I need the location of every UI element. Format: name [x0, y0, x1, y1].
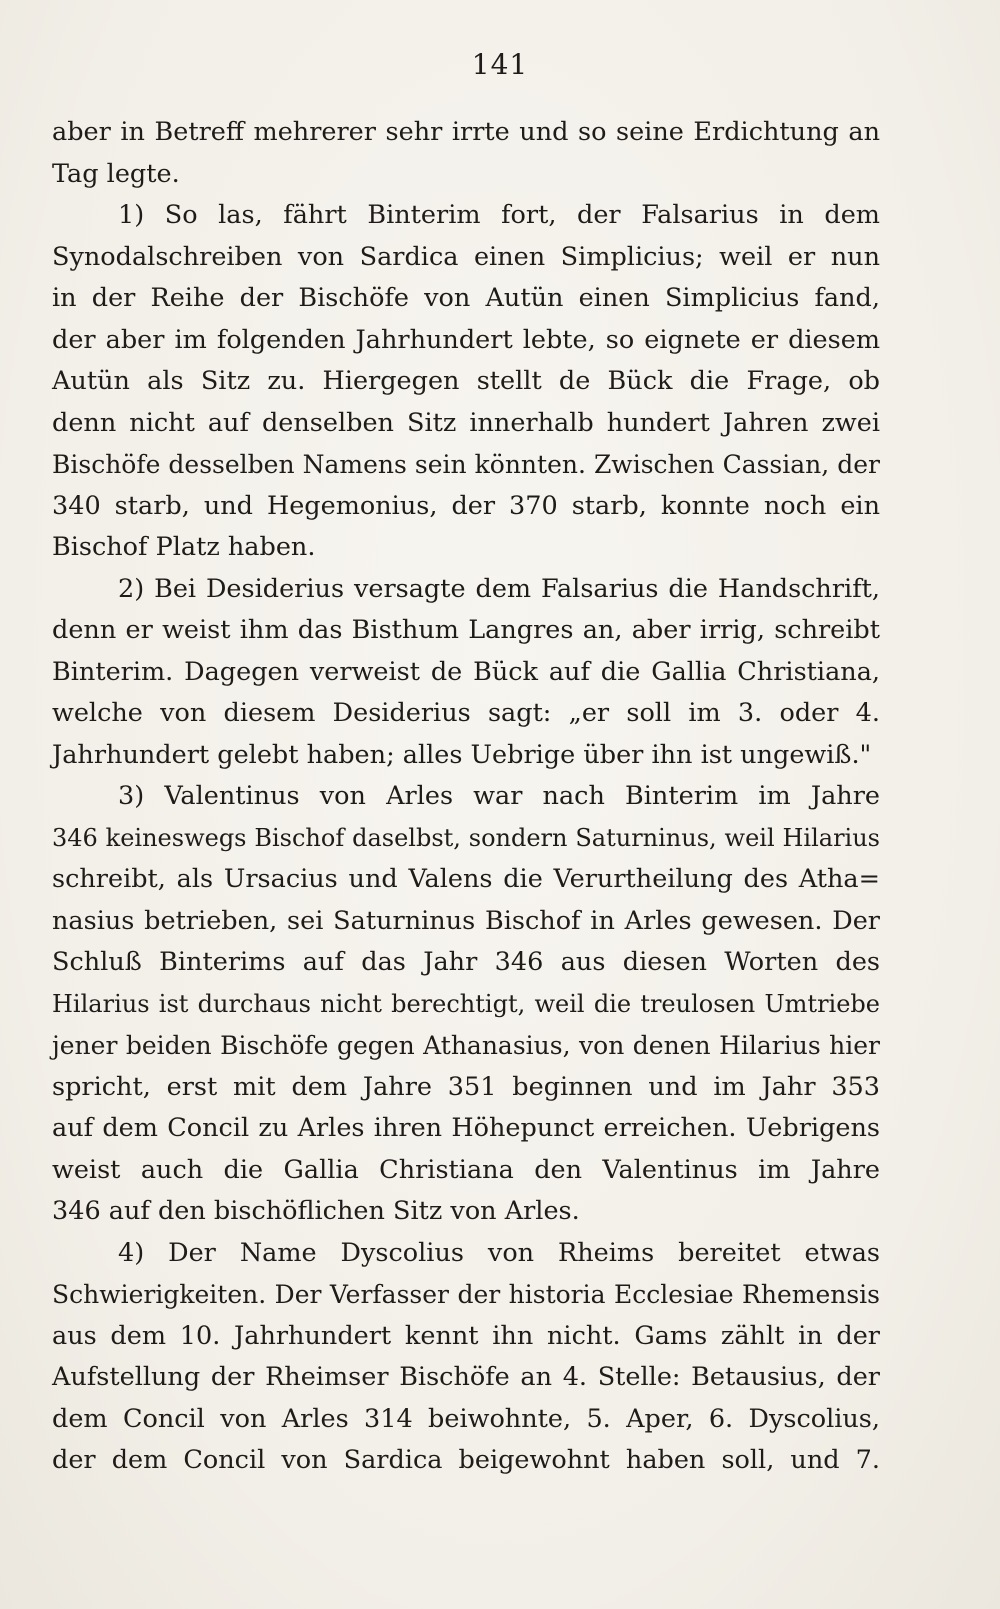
text-line: dem Concil von Arles 314 beiwohnte, 5. Aper, 6. Dyscolius, — [52, 1403, 880, 1434]
text-line: jener beiden Bischöfe gegen Athanasius, von denen Hilarius hier — [52, 1031, 880, 1060]
text-line: schreibt, als Ursacius und Valens die Verurtheilung des Atha= — [52, 864, 880, 894]
text-line: nasius betrieben, sei Saturninus Bischof in Arles gewesen. Der — [52, 905, 880, 936]
text-line: auf dem Concil zu Arles ihren Höhepunct erreichen. Uebrigens — [52, 1113, 880, 1143]
text-line: Hilarius ist durchaus nicht berechtigt, weil die treulosen Umtriebe — [52, 989, 880, 1018]
text-line: Tag legte. — [52, 158, 180, 189]
text-line: Synodalschreiben von Sardica einen Simplicius; weil er nun — [52, 241, 880, 272]
text-line: aber in Betreff mehrerer sehr irrte und so seine Erdichtung an — [52, 117, 880, 147]
text-line: weist auch die Gallia Christiana den Valentinus im Jahre — [52, 1154, 880, 1185]
text-line: der dem Concil von Sardica beigewohnt haben soll, und 7. — [52, 1445, 880, 1475]
text-line: 1) So las, fährt Binterim fort, der Falsarius in dem — [118, 200, 880, 230]
body-text — [52, 112, 880, 1482]
text-line: 340 starb, und Hegemonius, der 370 starb, konnte noch ein — [52, 490, 880, 521]
text-line: der aber im folgenden Jahrhundert lebte, so eignete er diesem — [52, 324, 880, 355]
text-line: in der Reihe der Bischöfe von Autün einen Simplicius fand, — [52, 283, 880, 313]
text-line: Schluß Binterims auf das Jahr 346 aus diesen Worten des — [52, 947, 880, 977]
text-line: Jahrhundert gelebt haben; alles Uebrige über ihn ist ungewiß." — [52, 739, 872, 770]
text-line: 4) Der Name Dyscolius von Rheims bereitet etwas — [118, 1237, 880, 1268]
text-line: 2) Bei Desiderius versagte dem Falsarius die Handschrift, — [118, 573, 880, 604]
text-line: 346 keineswegs Bischof daselbst, sondern Saturninus, weil Hilarius — [52, 823, 880, 852]
text-line: welche von diesem Desiderius sagt: „er soll im 3. oder 4. — [52, 698, 880, 728]
text-line: denn er weist ihm das Bisthum Langres an, aber irrig, schreibt — [52, 615, 880, 645]
text-line: Bischöfe desselben Namens sein könnten. Zwischen Cassian, der — [52, 450, 880, 479]
text-line: 3) Valentinus von Arles war nach Binterim im Jahre — [118, 781, 880, 811]
text-line: Bischof Platz haben. — [52, 532, 316, 562]
text-line: 346 auf den bischöflichen Sitz von Arles. — [52, 1196, 580, 1226]
text-line: aus dem 10. Jahrhundert kennt ihn nicht. Gams zählt in der — [52, 1320, 880, 1351]
text-line: Binterim. Dagegen verweist de Bück auf die Gallia Christiana, — [52, 656, 880, 687]
text-line: Schwierigkeiten. Der Verfasser der historia Ecclesiae Rhemensis — [52, 1280, 880, 1309]
text-line: denn nicht auf denselben Sitz innerhalb hundert Jahren zwei — [52, 407, 880, 438]
text-line: spricht, erst mit dem Jahre 351 beginnen und im Jahr 353 — [52, 1071, 880, 1102]
text-line: Aufstellung der Rheimser Bischöfe an 4. Stelle: Betausius, der — [52, 1362, 880, 1392]
page-number: 141 — [471, 48, 529, 81]
text-line: Autün als Sitz zu. Hiergegen stellt de Bück die Frage, ob — [52, 366, 880, 396]
